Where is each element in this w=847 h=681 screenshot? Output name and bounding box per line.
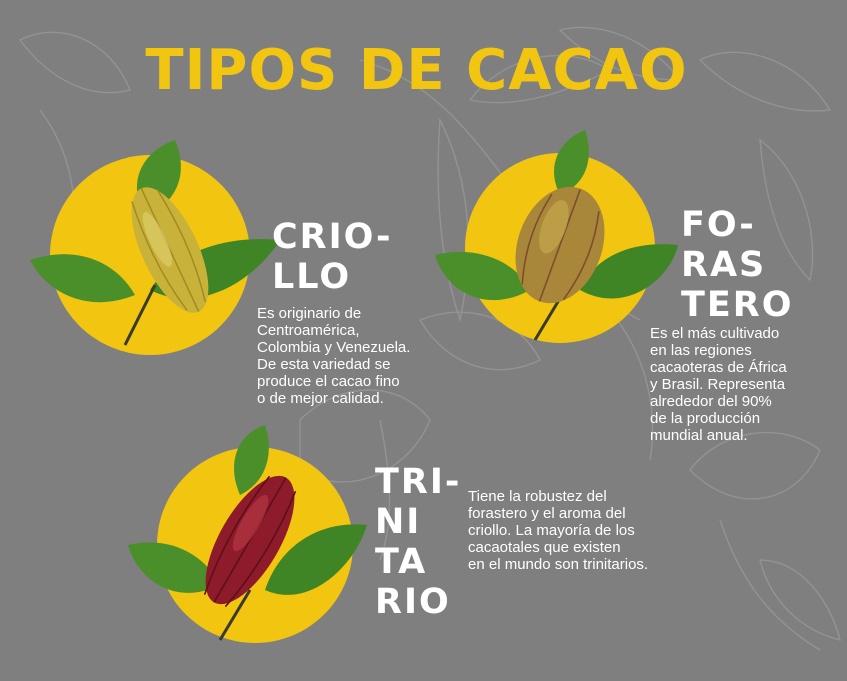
trinitario-heading: TRI- NI TA RIO <box>375 462 462 622</box>
page-title: TIPOS DE CACAO <box>145 38 688 103</box>
trinitario-description: Tiene la robustez del forastero y el aroma del criollo. La mayoría de los cacaotales que existen en el mundo son trinitarios. <box>468 488 649 573</box>
forastero-heading: FO- RAS TERO <box>681 205 794 325</box>
forastero-illustration <box>430 130 680 360</box>
criollo-description: Es originario de Centroamérica, Colombia y Venezuela. De esta variedad se produce el cacao fino o de mejor calidad. <box>257 305 411 407</box>
criollo-heading: CRIO- LLO <box>272 217 393 297</box>
trinitario-illustration <box>125 425 370 660</box>
forastero-description: Es el más cultivado en las regiones cacaoteras de África y Brasil. Representa alrededor del 90% de la producción mundial anual. <box>650 325 787 444</box>
criollo-illustration <box>25 140 285 370</box>
